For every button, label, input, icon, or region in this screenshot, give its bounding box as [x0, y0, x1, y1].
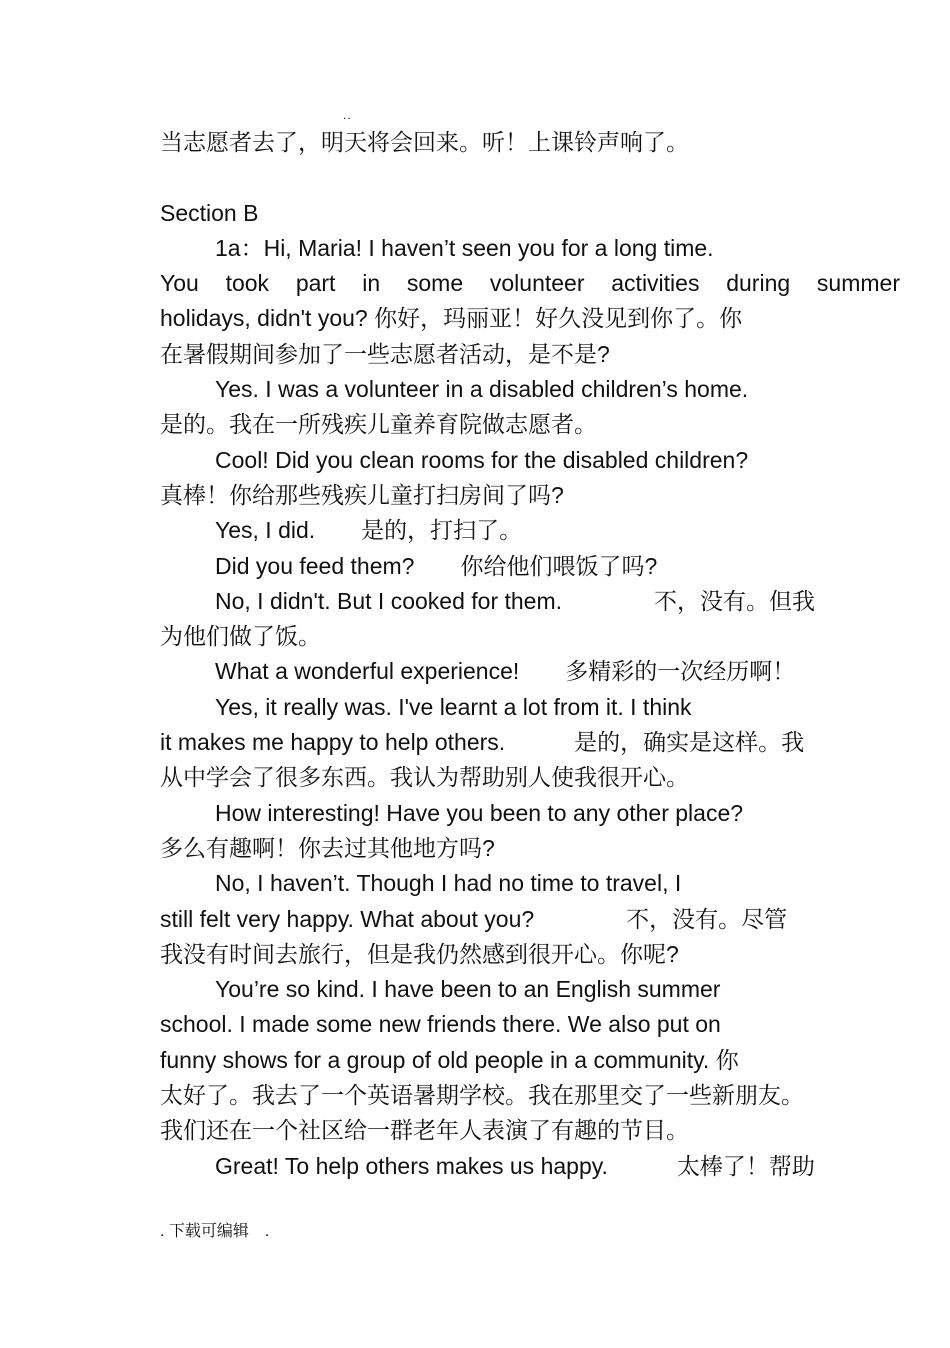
- text-line: 从中学会了很多东西。我认为帮助别人使我很开心。: [160, 764, 689, 791]
- text-line: Yes. I was a volunteer in a disabled children’s home.: [215, 376, 749, 403]
- text-line: funny shows for a group of old people in a community. 你: [160, 1046, 739, 1073]
- text-line: 为他们做了饭。: [160, 623, 321, 650]
- text-line: Yes, I did. 是的，打扫了。: [215, 517, 523, 544]
- text-line: 太好了。我去了一个英语暑期学校。我在那里交了一些新朋友。: [160, 1082, 804, 1109]
- text-line: 在暑假期间参加了一些志愿者活动，是不是?: [160, 340, 610, 367]
- text-line: Did you feed them? 你给他们喂饭了吗?: [215, 552, 658, 579]
- text-line: 真棒！你给那些残疾儿童打扫房间了吗?: [160, 481, 564, 508]
- section-heading: Section B: [160, 199, 259, 226]
- text-line: 当志愿者去了，明天将会回来。听！上课铃声响了。: [160, 129, 689, 155]
- text-line: No, I haven’t. Though I had no time to travel, I: [215, 870, 682, 897]
- text-line: Great! To help others makes us happy. 太棒了！帮助: [215, 1152, 815, 1179]
- text-line: 我没有时间去旅行，但是我仍然感到很开心。你呢?: [160, 940, 679, 967]
- header-mark: ..: [343, 108, 352, 122]
- text-line: 1a：Hi, Maria! I haven’t seen you for a long time.: [215, 234, 714, 261]
- blank-line: [160, 160, 900, 195]
- text-line: Yes, it really was. I've learnt a lot from it. I think: [215, 693, 692, 720]
- page-footer: . 下载可编辑 .: [160, 1223, 270, 1240]
- text-line: You took part in some volunteer activities during summer: [160, 270, 900, 297]
- document-body: [160, 125, 900, 1184]
- text-line: 是的。我在一所残疾儿童养育院做志愿者。: [160, 411, 597, 438]
- text-line: Cool! Did you clean rooms for the disabled children?: [215, 446, 749, 473]
- text-line: What a wonderful experience! 多精彩的一次经历啊！: [215, 658, 796, 685]
- text-line: holidays, didn't you? 你好，玛丽亚！好久没见到你了。你: [160, 305, 743, 332]
- text-line: school. I made some new friends there. We also put on: [160, 1011, 721, 1038]
- text-line: it makes me happy to help others. 是的，确实是这样。我: [160, 729, 805, 756]
- text-line: How interesting! Have you been to any other place?: [215, 799, 744, 826]
- text-line: 多么有趣啊！你去过其他地方吗?: [160, 834, 495, 861]
- text-line: still felt very happy. What about you? 不，没有。尽管: [160, 905, 788, 932]
- text-line: No, I didn't. But I cooked for them. 不，没有。但我: [215, 587, 816, 614]
- text-line: 我们还在一个社区给一群老年人表演了有趣的节目。: [160, 1117, 689, 1144]
- text-line: You’re so kind. I have been to an English summer: [215, 976, 721, 1003]
